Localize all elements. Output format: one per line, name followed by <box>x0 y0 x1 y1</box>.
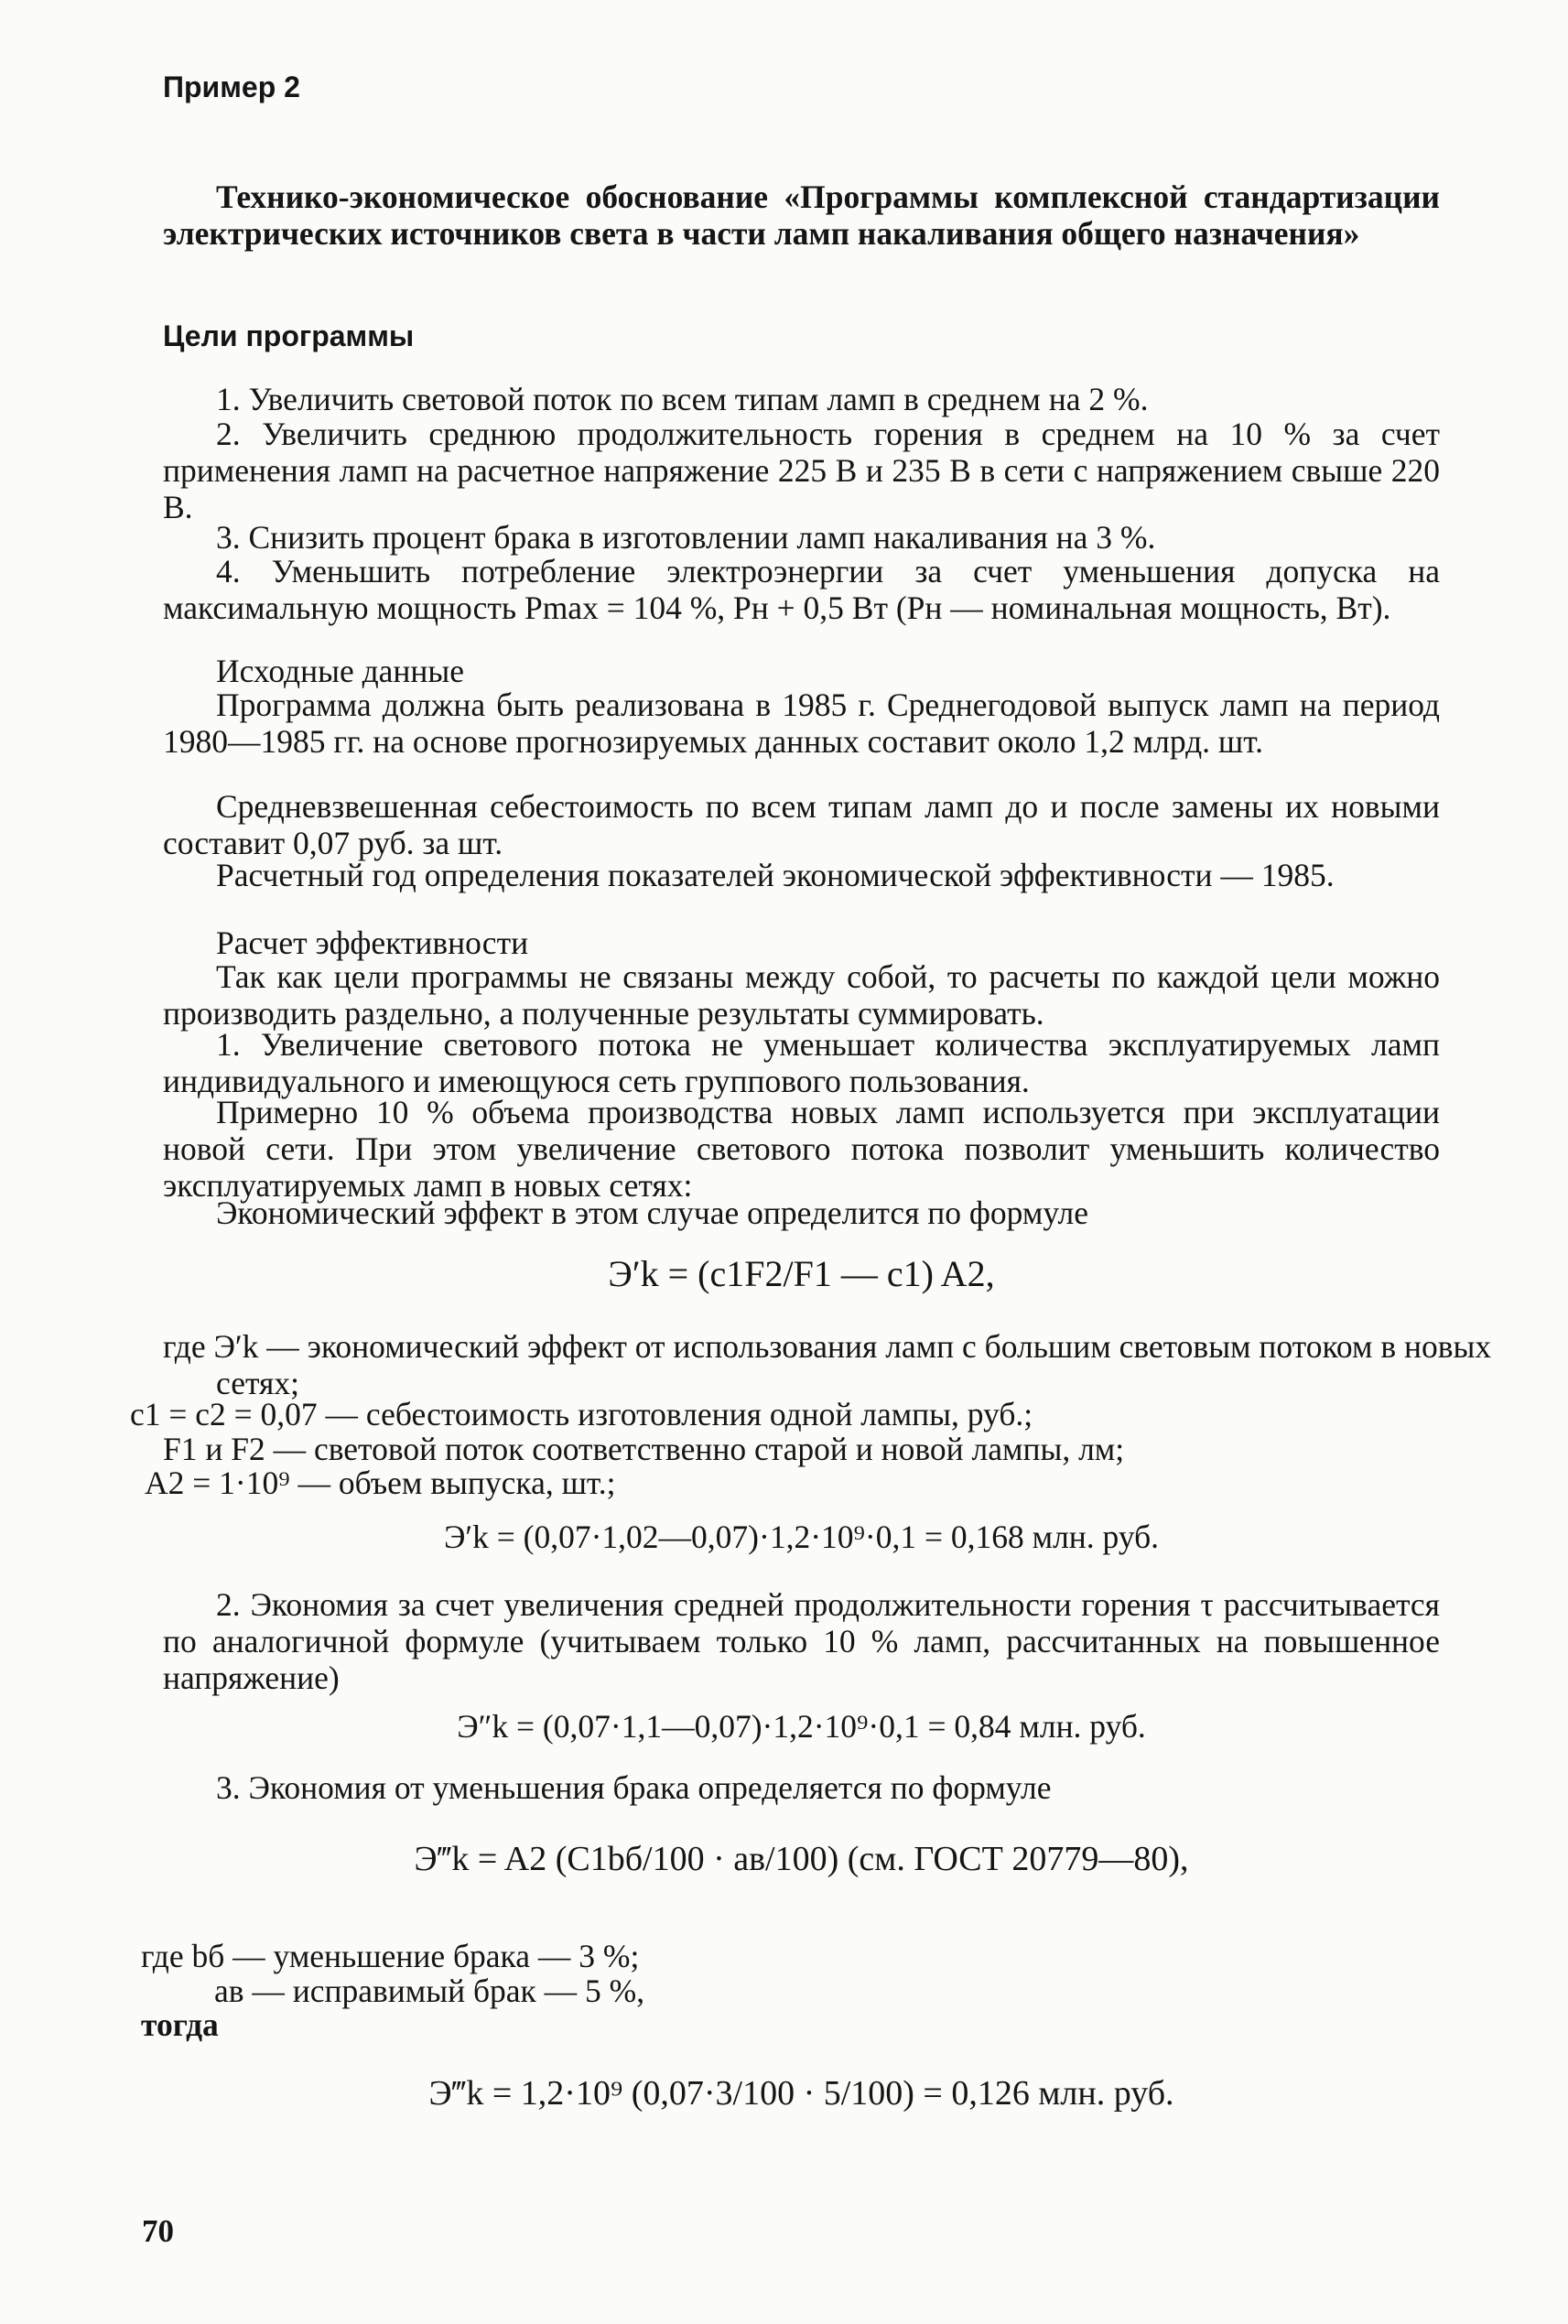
result-1: Э′k = (0,07·1,02—0,07)·1,2·10⁹·0,1 = 0,168 млн. руб. <box>443 1519 1160 1555</box>
initial-paragraph-3: Расчетный год определения показателей экономической эффективности — 1985. <box>216 857 1335 893</box>
where1-line-1: где Э′k — экономический эффект от использования ламп с большим световым потоком в новых сетях; <box>163 1328 1492 1401</box>
page-number: 70 <box>142 2213 174 2249</box>
initial-paragraph-2: Средневзвешенная себестоимость по всем типам ламп до и после замены их новыми составит 0,07 руб. за шт. <box>163 788 1440 861</box>
paragraph-2: 2. Экономия за счет увеличения средней продолжительности горения τ рассчитывается по аналогичной формуле (учитываем только 10 % ламп, рассчитанных на повышенное напряжение) <box>163 1586 1440 1696</box>
where1-line-4: A2 = 1·10⁹ — объем выпуска, шт.; <box>145 1465 616 1501</box>
where3-line-3: тогда <box>141 2006 219 2043</box>
where3-line-1: где bб — уменьшение брака — 3 %; <box>141 1938 640 1974</box>
initial-data-title: Исходные данные <box>216 653 465 689</box>
where1-line-2: c1 = c2 = 0,07 — себестоимость изготовления одной лампы, руб.; <box>130 1396 1033 1432</box>
where3-line-2: aв — исправимый брак — 5 %, <box>214 1973 645 2009</box>
goals-title: Цели программы <box>163 319 415 352</box>
where1-line-3: F1 и F2 — световой поток соответственно старой и новой лампы, лм; <box>163 1431 1125 1467</box>
goal-item-4: 4. Уменьшить потребление электроэнергии за счет уменьшения допуска на максимальную мощность Pmax = 104 %, Pн + 0,5 Вт (Pн — номинальная мощность, Вт). <box>163 553 1440 626</box>
formula-3: Э‴k = A2 (C1bб/100 · aв/100) (см. ГОСТ 20779—80), <box>414 1840 1189 1878</box>
formula-1: Э′k = (c1F2/F1 — c1) A2, <box>608 1253 995 1294</box>
result-2: Э″k = (0,07·1,1—0,07)·1,2·10⁹·0,1 = 0,84 млн. руб. <box>457 1708 1146 1745</box>
example-title: Пример 2 <box>163 70 300 103</box>
calc-title: Расчет эффективности <box>216 924 529 961</box>
goal-item-1: 1. Увеличить световой поток по всем типам ламп в среднем на 2 %. <box>216 381 1149 417</box>
calc-paragraph-2: 1. Увеличение светового потока не уменьшает количества эксплуатируемых ламп индивидуального и имеющуюся сеть группового пользования. <box>163 1026 1440 1099</box>
calc-paragraph-3: Примерно 10 % объема производства новых ламп используется при эксплуатации новой сети. При этом увеличение светового потока позволит уменьшить количество эксплуатируемых ламп в новых сетях: <box>163 1094 1440 1204</box>
goal-item-2: 2. Увеличить среднюю продолжительность горения в среднем на 10 % за счет применения ламп на расчетное напряжение 225 В и 235 В в сети с напряжением свыше 220 В. <box>163 416 1440 525</box>
result-3: Э‴k = 1,2·10⁹ (0,07·3/100 · 5/100) = 0,126 млн. руб. <box>428 2074 1174 2113</box>
initial-paragraph-1: Программа должна быть реализована в 1985 г. Среднегодовой выпуск ламп на период 1980—1985 гг. на основе прогнозируемых данных составит около 1,2 млрд. шт. <box>163 686 1440 760</box>
intro-title: Технико-экономическое обоснование «Программы комплексной стандартизации электрических источников света в части ламп накаливания общего назначения» <box>163 178 1440 252</box>
goal-item-3: 3. Снизить процент брака в изготовлении ламп накаливания на 3 %. <box>216 519 1156 556</box>
paragraph-3: 3. Экономия от уменьшения брака определяется по формуле <box>216 1769 1052 1806</box>
calc-paragraph-1: Так как цели программы не связаны между собой, то расчеты по каждой цели можно производить раздельно, а полученные результаты суммировать. <box>163 958 1440 1032</box>
calc-paragraph-4: Экономический эффект в этом случае определится по формуле <box>216 1194 1089 1231</box>
